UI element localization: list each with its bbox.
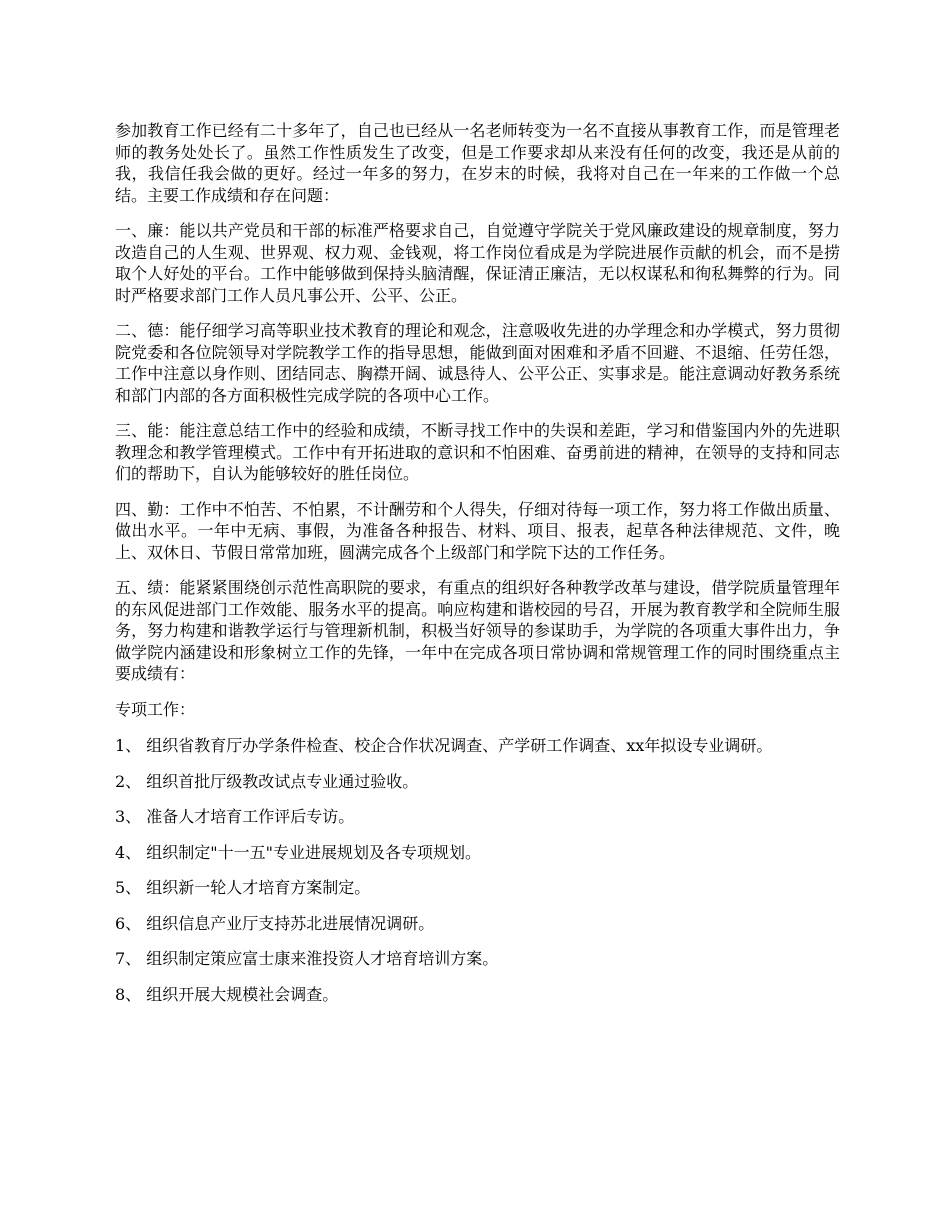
list-item xyxy=(115,948,840,970)
list-item xyxy=(115,842,840,864)
list-item-number: 3、 xyxy=(115,807,142,826)
list-item-text: 组织新一轮人才培育方案制定。 xyxy=(141,878,371,897)
paragraph-ability: 三、能：能注意总结工作中的经验和成绩，不断寻找工作中的失误和差距，学习和借鉴国内外的先进职教理念和教学管理模式。工作中有开拓进取的意识和不怕困难、奋勇前进的精神，在领导的支持和同志们的帮助下，自认为能够较好的胜任岗位。 xyxy=(115,421,840,483)
list-item xyxy=(115,913,840,935)
list-item-number: 7、 xyxy=(115,949,142,968)
list-item-text: 组织制定"十一五"专业进展规划及各专项规划。 xyxy=(141,842,481,862)
list-item-text: 准备人才培育工作评后专访。 xyxy=(141,807,355,826)
list-item-number: 6、 xyxy=(115,913,142,933)
list-item xyxy=(115,984,840,1006)
section-heading-special-work: 专项工作： xyxy=(115,699,196,719)
special-work-list xyxy=(115,735,840,1005)
list-item xyxy=(115,806,840,828)
document-body xyxy=(115,120,840,1019)
list-item-text: 组织开展大规模社会调查。 xyxy=(141,984,339,1004)
paragraph-morality: 二、德：能仔细学习高等职业技术教育的理论和观念，注意吸收先进的办学理念和办学模式，努力贯彻院党委和各位院领导对学院教学工作的指导思想，能做到面对困难和矛盾不回避、不退缩、任劳任怨，工作中注意以身作则、团结同志、胸襟开阔、诚恳待人、公平公正、实事求是。能注意调动好教务系统和部门内部的各方面积极性完成学院的各项中心工作。 xyxy=(115,321,840,405)
list-item-text: 组织省教育厅办学条件检查、校企合作状况调查、产学研工作调查、xx年拟设专业调研。 xyxy=(141,736,773,755)
paragraph-integrity: 一、廉：能以共产党员和干部的标准严格要求自己，自觉遵守学院关于党风廉政建设的规章制度，努力改造自己的人生观、世界观、权力观、金钱观，将工作岗位看成是为学院进展作贡献的机会，而不是捞取个人好处的平台。工作中能够做到保持头脑清醒，保证清正廉洁，无以权谋私和徇私舞弊的行为。同时严格要求部门工作人员凡事公开、公平、公正。 xyxy=(115,221,840,305)
paragraph-diligence: 四、勤：工作中不怕苦、不怕累，不计酬劳和个人得失，仔细对待每一项工作，努力将工作做出质量、做出水平。一年中无病、事假，为准备各种报告、材料、项目、报表，起草各种法律规范、文件，晚上、双休日、节假日常常加班，圆满完成各个上级部门和学院下达的工作任务。 xyxy=(115,499,840,562)
list-item xyxy=(115,771,840,793)
list-item-number: 8、 xyxy=(115,984,142,1004)
paragraph-achievement: 五、绩：能紧紧围绕创示范性高职院的要求，有重点的组织好各种教学改革与建设，借学院质量管理年的东风促进部门工作效能、服务水平的提高。响应构建和谐校园的号召，开展为教育教学和全院师生服务，努力构建和谐教学运行与管理新机制，积极当好领导的参谋助手，为学院的各项重大事件出力，争做学院内涵建设和形象树立工作的先锋，一年中在完成各项日常协调和常规管理工作的同时围绕重点主要成绩有： xyxy=(115,578,840,683)
list-item xyxy=(115,735,840,757)
list-item-text: 组织首批厅级教改试点专业通过验收。 xyxy=(141,771,419,791)
list-item-number: 1、 xyxy=(115,736,142,755)
list-item-number: 2、 xyxy=(115,771,142,791)
list-item-number: 4、 xyxy=(115,842,142,862)
list-item xyxy=(115,877,840,899)
list-item-text: 组织制定策应富士康来淮投资人才培育培训方案。 xyxy=(141,949,499,968)
paragraph-intro: 参加教育工作已经有二十多年了，自己也已经从一名老师转变为一名不直接从事教育工作，而是管理老师的教务处处长了。虽然工作性质发生了改变，但是工作要求却从来没有任何的改变，我还是从前的我，我信任我会做的更好。经过一年多的努力，在岁末的时候，我将对自己在一年来的工作做一个总结。主要工作成绩和存在问题： xyxy=(115,121,840,205)
list-item-text: 组织信息产业厅支持苏北进展情况调研。 xyxy=(141,913,435,933)
list-item-number: 5、 xyxy=(115,878,142,897)
